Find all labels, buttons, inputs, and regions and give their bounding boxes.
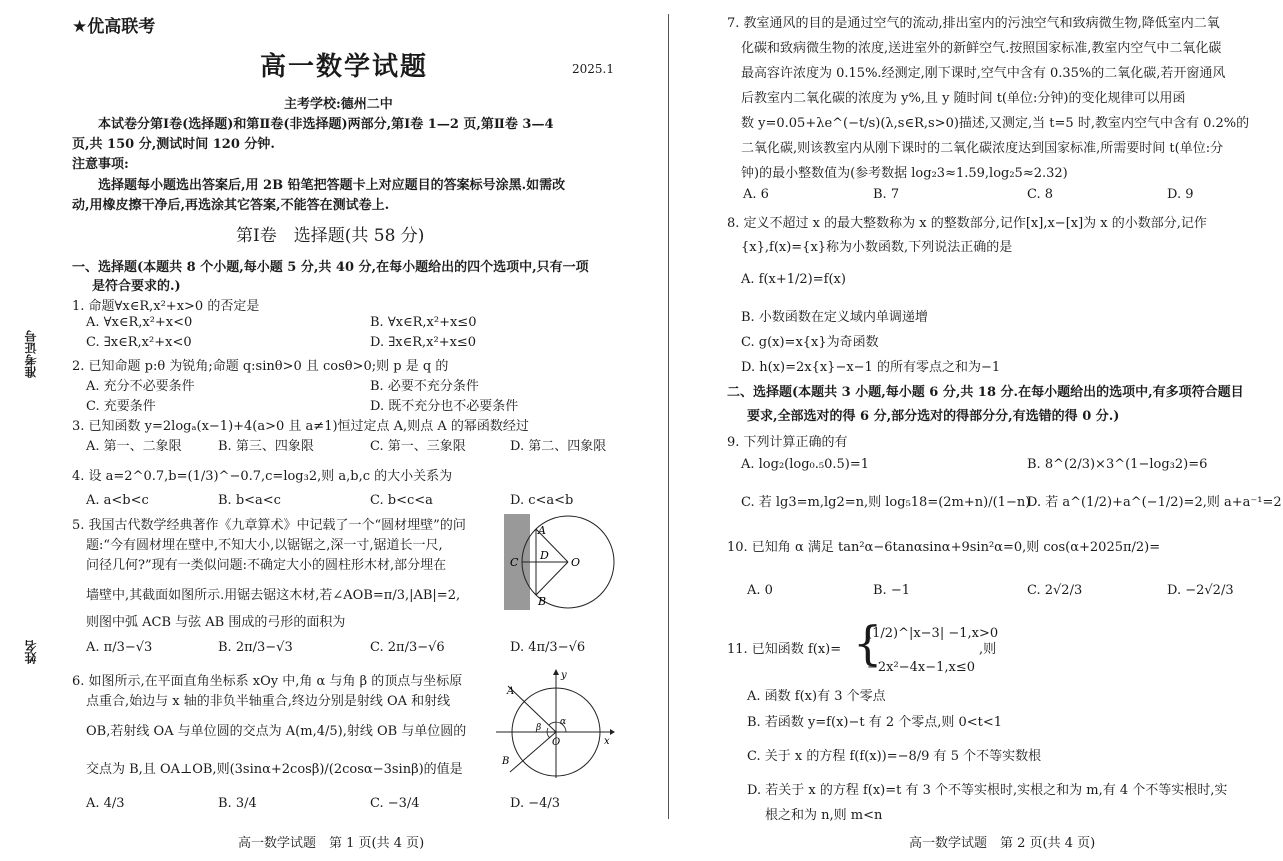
intro-line-1: 本试卷分第Ⅰ卷(选择题)和第Ⅱ卷(非选择题)两部分,第Ⅰ卷 1—2 页,第Ⅱ卷 3—4 [98, 117, 554, 132]
q11-brace: { [853, 616, 883, 670]
q6-option-d: D. −4/3 [510, 796, 561, 811]
label-c: C [510, 556, 519, 569]
page-divider [668, 14, 669, 819]
page-1 [72, 0, 617, 861]
intro-line-2: 页,共 150 分,测试时间 120 分钟. [72, 137, 275, 152]
q7-line-3: 最高容许浓度为 0.15%.经测定,刚下课时,空气中含有 0.35%的二氧化碳,若开窗通风 [741, 66, 1226, 81]
notice-line-1: 选择题每小题选出答案后,用 2B 铅笔把答题卡上对应题目的答案标号涂黑.如需改 [98, 178, 566, 193]
q7-option-b: B. 7 [873, 187, 900, 202]
label-a: A [507, 686, 515, 697]
q2-option-a: A. 充分不必要条件 [86, 379, 195, 394]
label-d: D [540, 549, 549, 562]
q5-line-5: 则图中弧 ACB 与弦 AB 围成的弓形的面积为 [86, 615, 346, 630]
q7-line-4: 后教室内二氧化碳的浓度为 y%,且 y 随时间 t(单位:分钟)的变化规律可以用函 [741, 91, 1186, 106]
q4-option-a: A. a<b<c [86, 493, 149, 508]
label-o: O [571, 556, 581, 569]
page-2 [727, 0, 1282, 861]
q3-stem: 3. 已知函数 y=2logₐ(x−1)+4(a>0 且 a≠1)恒过定点 A,则点 A 的幂函数经过 [72, 419, 529, 434]
q2-option-c: C. 充要条件 [86, 399, 156, 414]
q6-line-2: 点重合,始边与 x 轴的非负半轴重合,终边分别是射线 OA 和射线 [86, 694, 451, 709]
side-label-id: 准考证号 [24, 330, 38, 378]
q4-option-c: C. b<c<a [370, 493, 433, 508]
q1-option-c: C. ∃x∈R,x²+x<0 [86, 335, 192, 350]
page-title: 高一数学试题 [260, 52, 429, 82]
q7-line-1: 7. 教室通风的目的是通过空气的流动,排出室内的污浊空气和致病微生物,降低室内二氧 [727, 16, 1220, 31]
q5-line-3: 问径几何?”现有一类似问题:不确定大小的圆柱形木材,部分埋在 [86, 558, 447, 573]
section1-head-2: 是符合要求的.) [92, 279, 181, 294]
label-o: O [552, 737, 561, 748]
q2-stem: 2. 已知命题 p:θ 为锐角;命题 q:sinθ>0 且 cosθ>0;则 p 是 q 的 [72, 359, 449, 374]
section1-head-1: 一、选择题(本题共 8 个小题,每小题 5 分,共 40 分,在每小题给出的四个选项中,只有一项 [72, 260, 589, 275]
q11-option-c: C. 关于 x 的方程 f(f(x))=−8/9 有 5 个不等实数根 [747, 749, 1042, 764]
q3-option-b: B. 第三、四象限 [218, 439, 314, 454]
section2-head-1: 二、选择题(本题共 3 小题,每小题 6 分,共 18 分.在每小题给出的选项中,有多项符合题目 [727, 385, 1244, 400]
q10-option-b: B. −1 [873, 583, 910, 598]
q8-option-a: A. f(x+1/2)=f(x) [741, 272, 846, 287]
q11-option-d-2: 根之和为 n,则 m<n [765, 808, 883, 823]
q11-case-2: −2x²−4x−1,x≤0 [867, 660, 975, 675]
q2-option-d: D. 既不充分也不必要条件 [370, 399, 519, 414]
q4-option-d: D. c<a<b [510, 493, 574, 508]
q10-stem: 10. 已知角 α 满足 tan²α−6tanαsinα+9sin²α=0,则 cos(α+2025π/2)= [727, 540, 1161, 555]
q7-option-c: C. 8 [1027, 187, 1054, 202]
ray-oa [508, 686, 556, 732]
q9-stem: 9. 下列计算正确的有 [727, 435, 848, 450]
part1-title: 第Ⅰ卷 选择题(共 58 分) [236, 226, 425, 246]
q8-line-2: {x},f(x)={x}称为小数函数,下列说法正确的是 [741, 240, 1013, 255]
q6-line-4: 交点为 B,且 OA⊥OB,则(3sinα+2cosβ)/(2cosα−3sinβ)的值是 [86, 762, 463, 777]
q7-line-2: 化碳和致病微生物的浓度,送进室外的新鲜空气.按照国家标准,教室内空气中二氧化碳 [741, 41, 1222, 56]
q6-line-3: OB,若射线 OA 与单位圆的交点为 A(m,4/5),射线 OB 与单位圆的 [86, 724, 467, 739]
q7-line-6: 二氧化碳,则该教室内从刚下课时的二氧化碳浓度达到国家标准,所需要时间 t(单位:分 [741, 141, 1224, 156]
q11-case-1: (1/2)^|x−3| −1,x>0 [867, 626, 999, 641]
q8-option-d: D. h(x)=2x{x}−x−1 的所有零点之和为−1 [741, 360, 1001, 375]
label-alpha: α [560, 717, 567, 727]
q3-option-d: D. 第二、四象限 [510, 439, 607, 454]
notice-head: 注意事项: [72, 157, 129, 172]
q9-option-a: A. log₂(log₀.₅0.5)=1 [741, 457, 870, 472]
label-x: x [604, 736, 610, 747]
q5-line-1: 5. 我国古代数学经典著作《九章算术》中记载了一个“圆材埋壁”的问 [72, 518, 466, 533]
label-y: y [561, 670, 567, 681]
q8-option-b: B. 小数函数在定义域内单调递增 [741, 310, 928, 325]
q11-option-a: A. 函数 f(x)有 3 个零点 [747, 689, 886, 704]
q10-option-a: A. 0 [747, 583, 773, 598]
q3-option-a: A. 第一、二象限 [86, 439, 182, 454]
q1-option-b: B. ∀x∈R,x²+x≤0 [370, 315, 477, 330]
label-b: B [538, 595, 547, 608]
q10-option-d: D. −2√2/3 [1167, 583, 1234, 598]
q6-option-a: A. 4/3 [86, 796, 125, 811]
q5-option-c: C. 2π/3−√6 [370, 640, 445, 655]
host-school: 主考学校:德州二中 [284, 97, 393, 112]
brand: ★优高联考 [72, 17, 156, 37]
q5-line-4: 墙壁中,其截面如图所示.用锯去锯这木材,若∠AOB=π/3,|AB|=2, [86, 588, 461, 603]
q1-option-a: A. ∀x∈R,x²+x<0 [86, 315, 193, 330]
q7-option-a: A. 6 [743, 187, 769, 202]
label-beta: β [536, 723, 542, 733]
q6-option-c: C. −3/4 [370, 796, 420, 811]
q6-figure [494, 668, 616, 780]
q10-option-c: C. 2√2/3 [1027, 583, 1083, 598]
q11-stem: 11. 已知函数 f(x)= [727, 642, 842, 657]
q3-option-c: C. 第一、三象限 [370, 439, 466, 454]
q11-option-b: B. 若函数 y=f(x)−t 有 2 个零点,则 0<t<1 [747, 715, 1003, 730]
q9-option-c: C. 若 lg3=m,lg2=n,则 log₅18=(2m+n)/(1−n) [741, 495, 1031, 510]
q7-line-5: 数 y=0.05+λe^(−t/s)(λ,s∈R,s>0)描述,又测定,当 t=5 时,教室内空气中含有 0.2%的 [741, 116, 1250, 131]
q2-option-b: B. 必要不充分条件 [370, 379, 479, 394]
footer-page-2: 高一数学试题 第 2 页(共 4 页) [909, 836, 1096, 851]
q6-option-b: B. 3/4 [218, 796, 257, 811]
q7-line-7: 钟)的最小整数值为(参考数据 log₂3≈1.59,log₂5≈2.32) [741, 166, 1068, 181]
q5-option-a: A. π/3−√3 [86, 640, 153, 655]
q1-option-d: D. ∃x∈R,x²+x≤0 [370, 335, 477, 350]
q6-line-1: 6. 如图所示,在平面直角坐标系 xOy 中,角 α 与角 β 的顶点与坐标原 [72, 674, 463, 689]
q4-option-b: B. b<a<c [218, 493, 281, 508]
exam-date: 2025.1 [572, 62, 614, 76]
q8-option-c: C. g(x)=x{x}为奇函数 [741, 335, 879, 350]
q11-then: ,则 [979, 642, 997, 657]
q4-stem: 4. 设 a=2^0.7,b=(1/3)^−0.7,c=log₃2,则 a,b,c 的大小关系为 [72, 469, 453, 484]
side-label-name: 姓名 [24, 640, 38, 664]
q9-option-b: B. 8^(2/3)×3^(1−log₃2)=6 [1027, 457, 1208, 472]
q7-option-d: D. 9 [1167, 187, 1194, 202]
q8-line-1: 8. 定义不超过 x 的最大整数称为 x 的整数部分,记作[x],x−[x]为 x 的小数部分,记作 [727, 216, 1207, 231]
q9-option-d: D. 若 a^(1/2)+a^(−1/2)=2,则 a+a⁻¹=2 [1027, 495, 1282, 510]
q5-figure [502, 512, 616, 614]
notice-line-2: 动,用橡皮擦干净后,再选涂其它答案,不能答在测试卷上. [72, 198, 390, 213]
q1-stem: 1. 命题∀x∈R,x²+x>0 的否定是 [72, 299, 260, 314]
q5-line-2: 题:“今有圆材埋在壁中,不知大小,以锯锯之,深一寸,锯道长一尺, [86, 538, 443, 553]
footer-page-1: 高一数学试题 第 1 页(共 4 页) [238, 836, 425, 851]
section2-head-2: 要求,全部选对的得 6 分,部分选对的得部分分,有选错的得 0 分.) [747, 409, 1120, 424]
label-a: A [538, 524, 546, 537]
q5-option-d: D. 4π/3−√6 [510, 640, 586, 655]
q5-option-b: B. 2π/3−√3 [218, 640, 293, 655]
label-b: B [502, 756, 510, 767]
q11-option-d-1: D. 若关于 x 的方程 f(x)=t 有 3 个不等实根时,实根之和为 m,有 4 个不等实根时,实 [747, 783, 1228, 798]
